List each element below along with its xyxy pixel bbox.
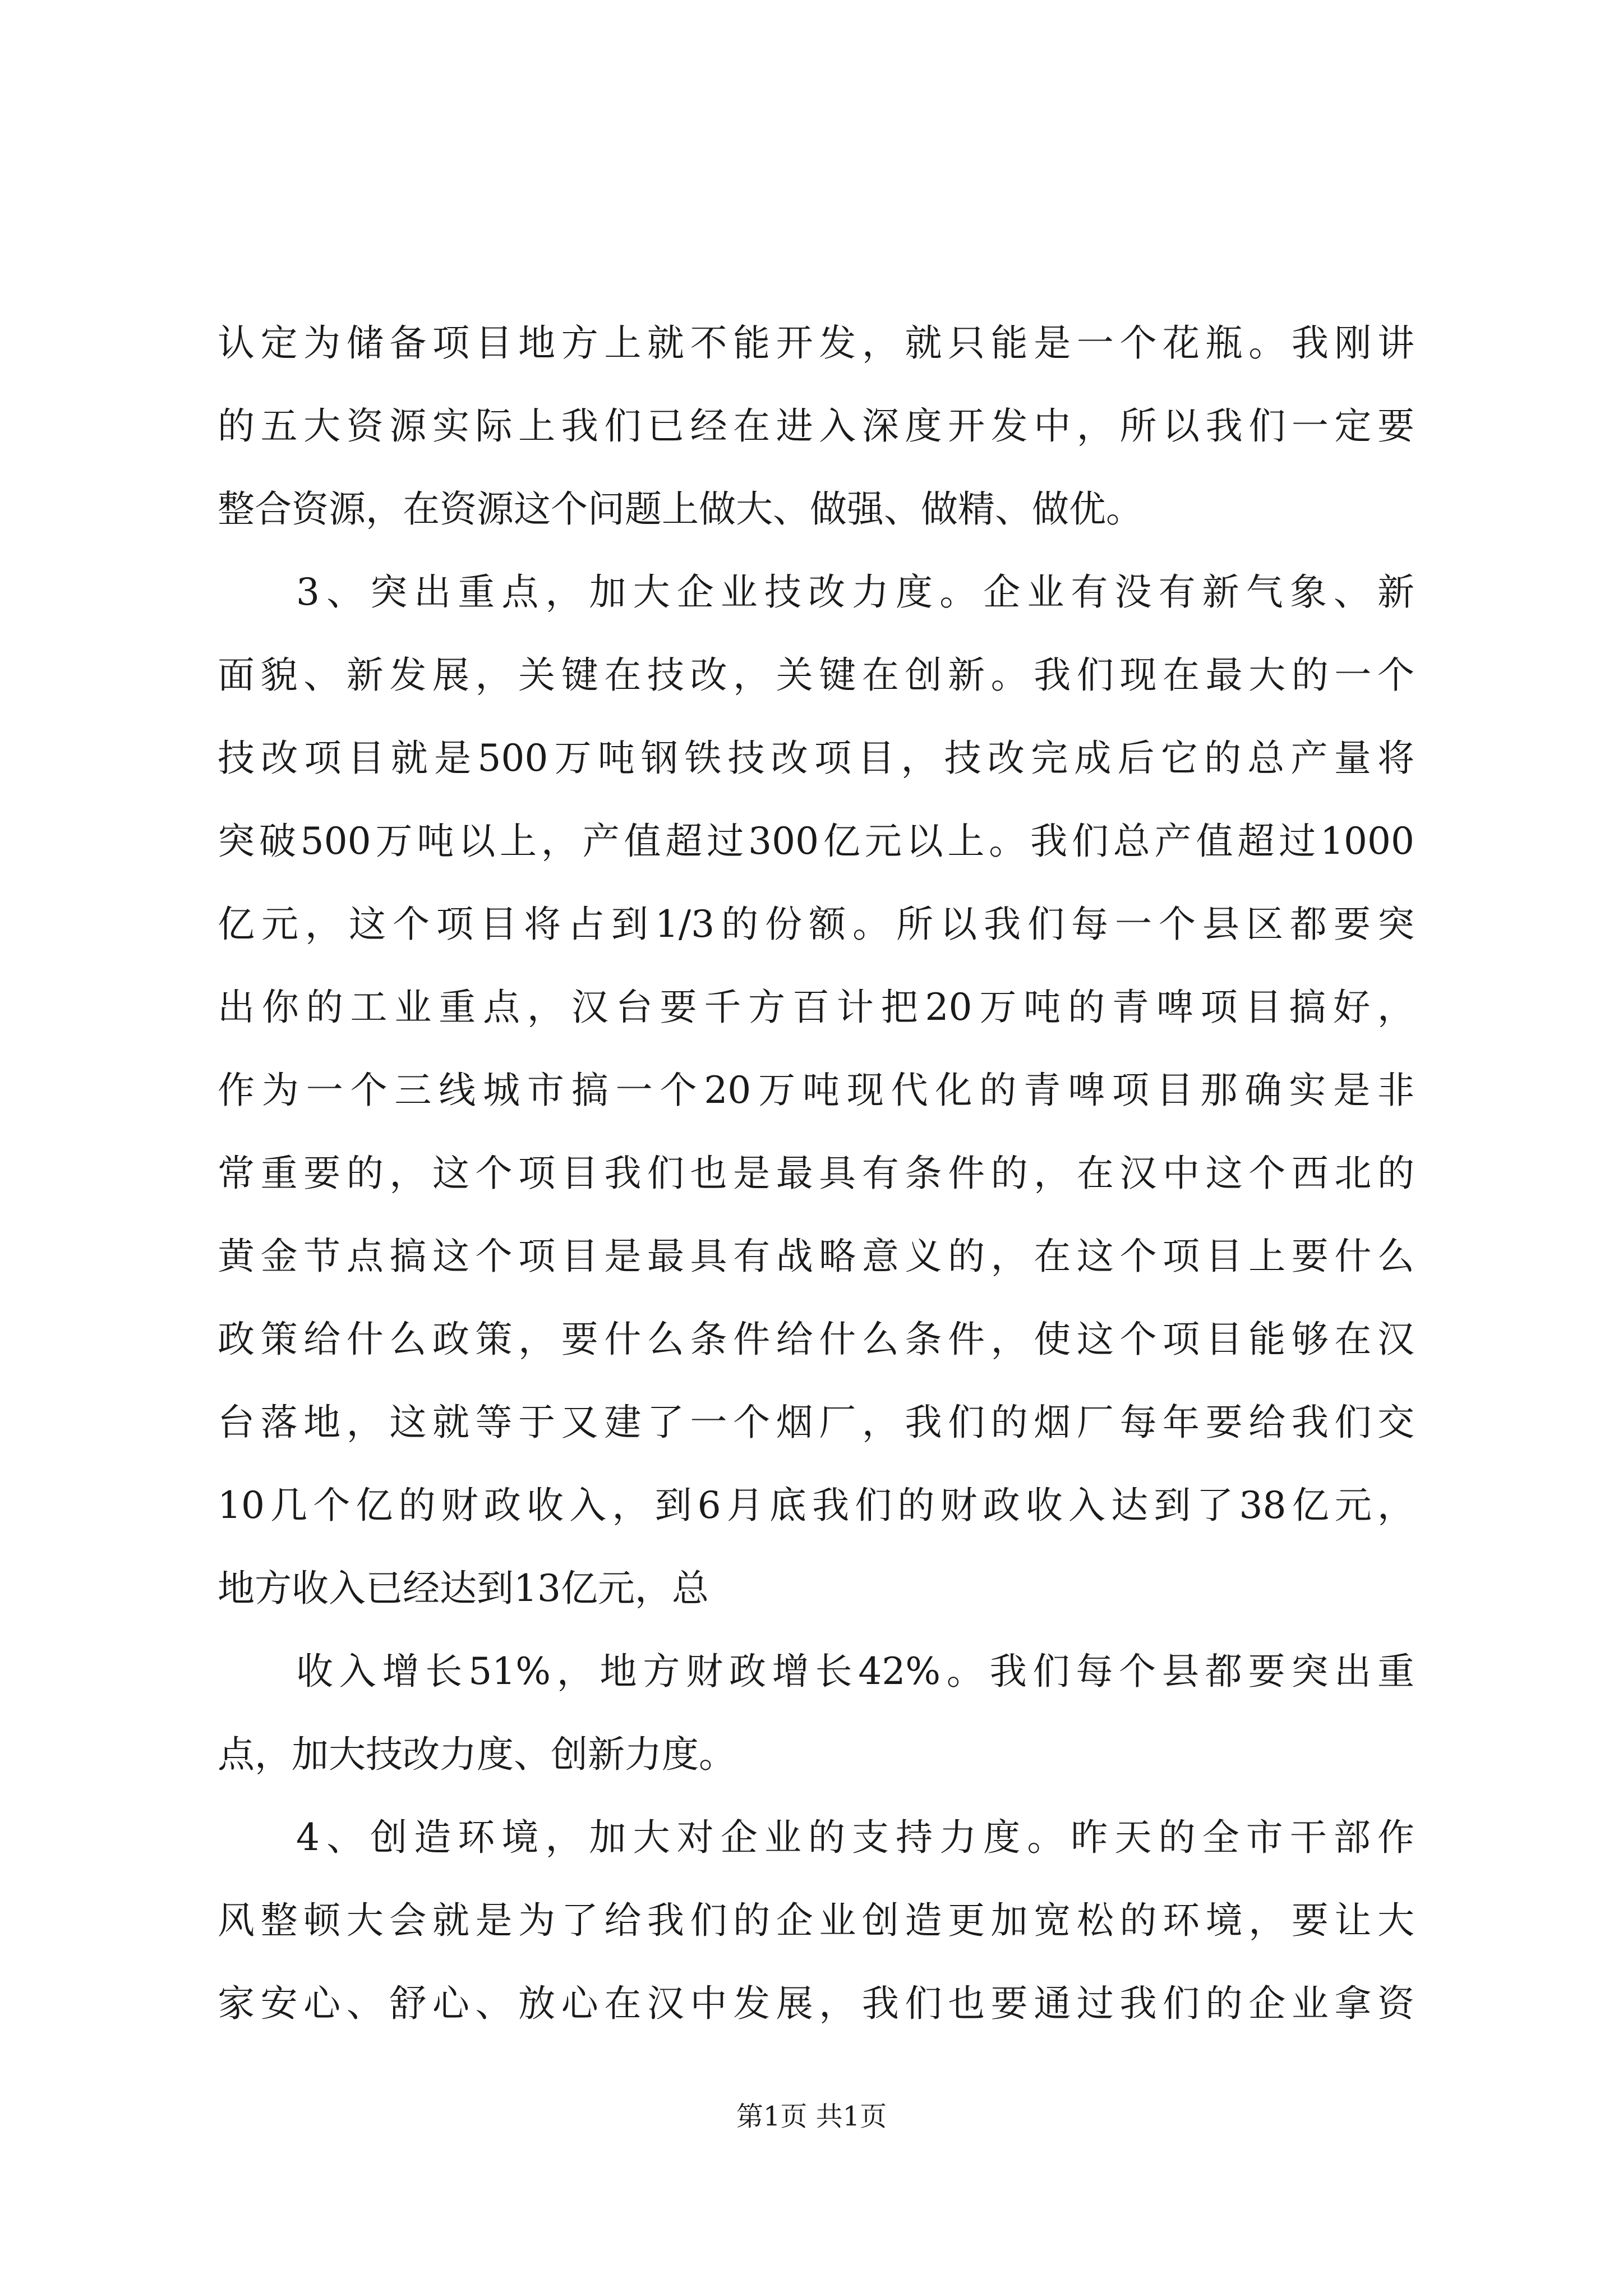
text-line: 10几个亿的财政收入，到6月底我们的财政收入达到了38亿元， <box>218 1484 1414 1527</box>
text-line: 地方收入已经达到13亿元，总 <box>218 1567 709 1610</box>
text-line: 台落地，这就等于又建了一个烟厂，我们的烟厂每年要给我们交 <box>218 1401 1414 1444</box>
text-line: 的五大资源实际上我们已经在进入深度开发中，所以我们一定要 <box>218 404 1414 448</box>
paragraph-heading-line: 4、创造环境，加大对企业的支持力度。昨天的全市干部作 <box>296 1816 1414 1859</box>
text-line: 常重要的，这个项目我们也是最具有条件的，在汉中这个西北的 <box>218 1152 1414 1195</box>
text-line: 风整顿大会就是为了给我们的企业创造更加宽松的环境，要让大 <box>218 1899 1414 1942</box>
paragraph-heading-line: 3、突出重点，加大企业技改力度。企业有没有新气象、新 <box>296 570 1414 614</box>
page-footer: 第1页 共1页 <box>736 2101 887 2132</box>
text-line: 亿元，这个项目将占到1/3的份额。所以我们每一个县区都要突 <box>218 903 1414 946</box>
text-line: 作为一个三线城市搞一个20万吨现代化的青啤项目那确实是非 <box>218 1069 1414 1112</box>
text-line: 面貌、新发展，关键在技改，关键在创新。我们现在最大的一个 <box>218 654 1414 697</box>
text-line: 家安心、舒心、放心在汉中发展，我们也要通过我们的企业拿资 <box>218 1982 1414 2025</box>
text-line: 点，加大技改力度、创新力度。 <box>218 1733 736 1776</box>
text-line: 政策给什么政策，要什么条件给什么条件，使这个项目能够在汉 <box>218 1318 1414 1361</box>
text-line: 收入增长51%，地方财政增长42%。我们每个县都要突出重 <box>296 1650 1414 1693</box>
text-line: 整合资源，在资源这个问题上做大、做强、做精、做优。 <box>218 487 1143 531</box>
text-line: 技改项目就是500万吨钢铁技改项目，技改完成后它的总产量将 <box>218 737 1414 780</box>
text-line: 出你的工业重点，汉台要千方百计把20万吨的青啤项目搞好， <box>218 986 1414 1029</box>
document-body <box>218 302 1414 2045</box>
text-line: 黄金节点搞这个项目是最具有战略意义的，在这个项目上要什么 <box>218 1235 1414 1278</box>
text-line: 突破500万吨以上，产值超过300亿元以上。我们总产值超过1000 <box>218 820 1414 863</box>
text-line: 认定为储备项目地方上就不能开发，就只能是一个花瓶。我刚讲 <box>218 321 1414 365</box>
